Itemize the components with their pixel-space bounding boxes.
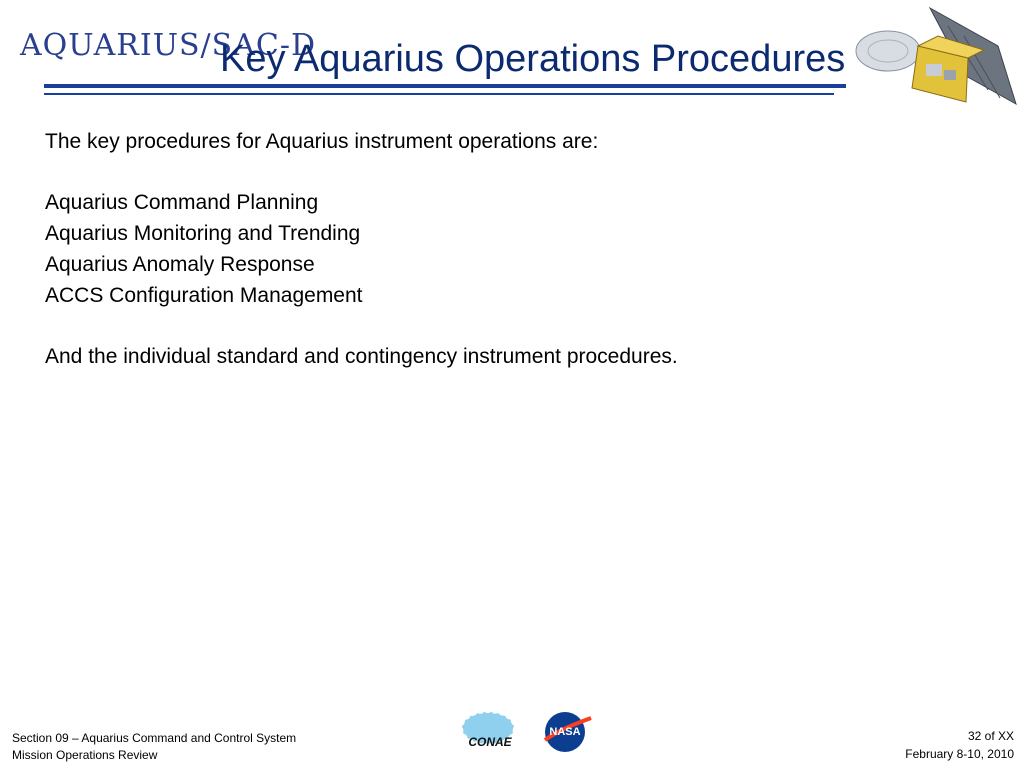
closing-text: And the individual standard and contingency instrument procedures. [45,345,678,368]
intro-text: The key procedures for Aquarius instrument operations are: [45,130,599,153]
footer-date: February 8-10, 2010 [905,747,1014,761]
footer-review: Mission Operations Review [12,748,158,762]
nasa-logo-text: NASA [549,726,581,738]
footer-right [905,727,1014,763]
procedure-item: ACCS Configuration Management [45,284,363,307]
header-rule-thick [44,84,846,88]
slide-title: Key Aquarius Operations Procedures [220,38,846,80]
procedure-item: Aquarius Command Planning [45,191,319,214]
logo-text: AQUARIUS/SAC-D [20,28,317,63]
conae-logo-text: CONAE [468,735,512,749]
page-number: 32 of XX [967,729,1014,743]
conae-logo [460,708,520,756]
footer-left [12,730,296,764]
procedure-item: Aquarius Monitoring and Trending [45,222,361,245]
header-rule-thin [44,93,834,95]
satellite-image [848,6,1020,114]
slide-body [45,126,678,372]
nasa-logo [541,710,593,754]
footer-section: Section 09 – Aquarius Command and Control System [12,731,297,745]
procedure-item: Aquarius Anomaly Response [45,253,315,276]
